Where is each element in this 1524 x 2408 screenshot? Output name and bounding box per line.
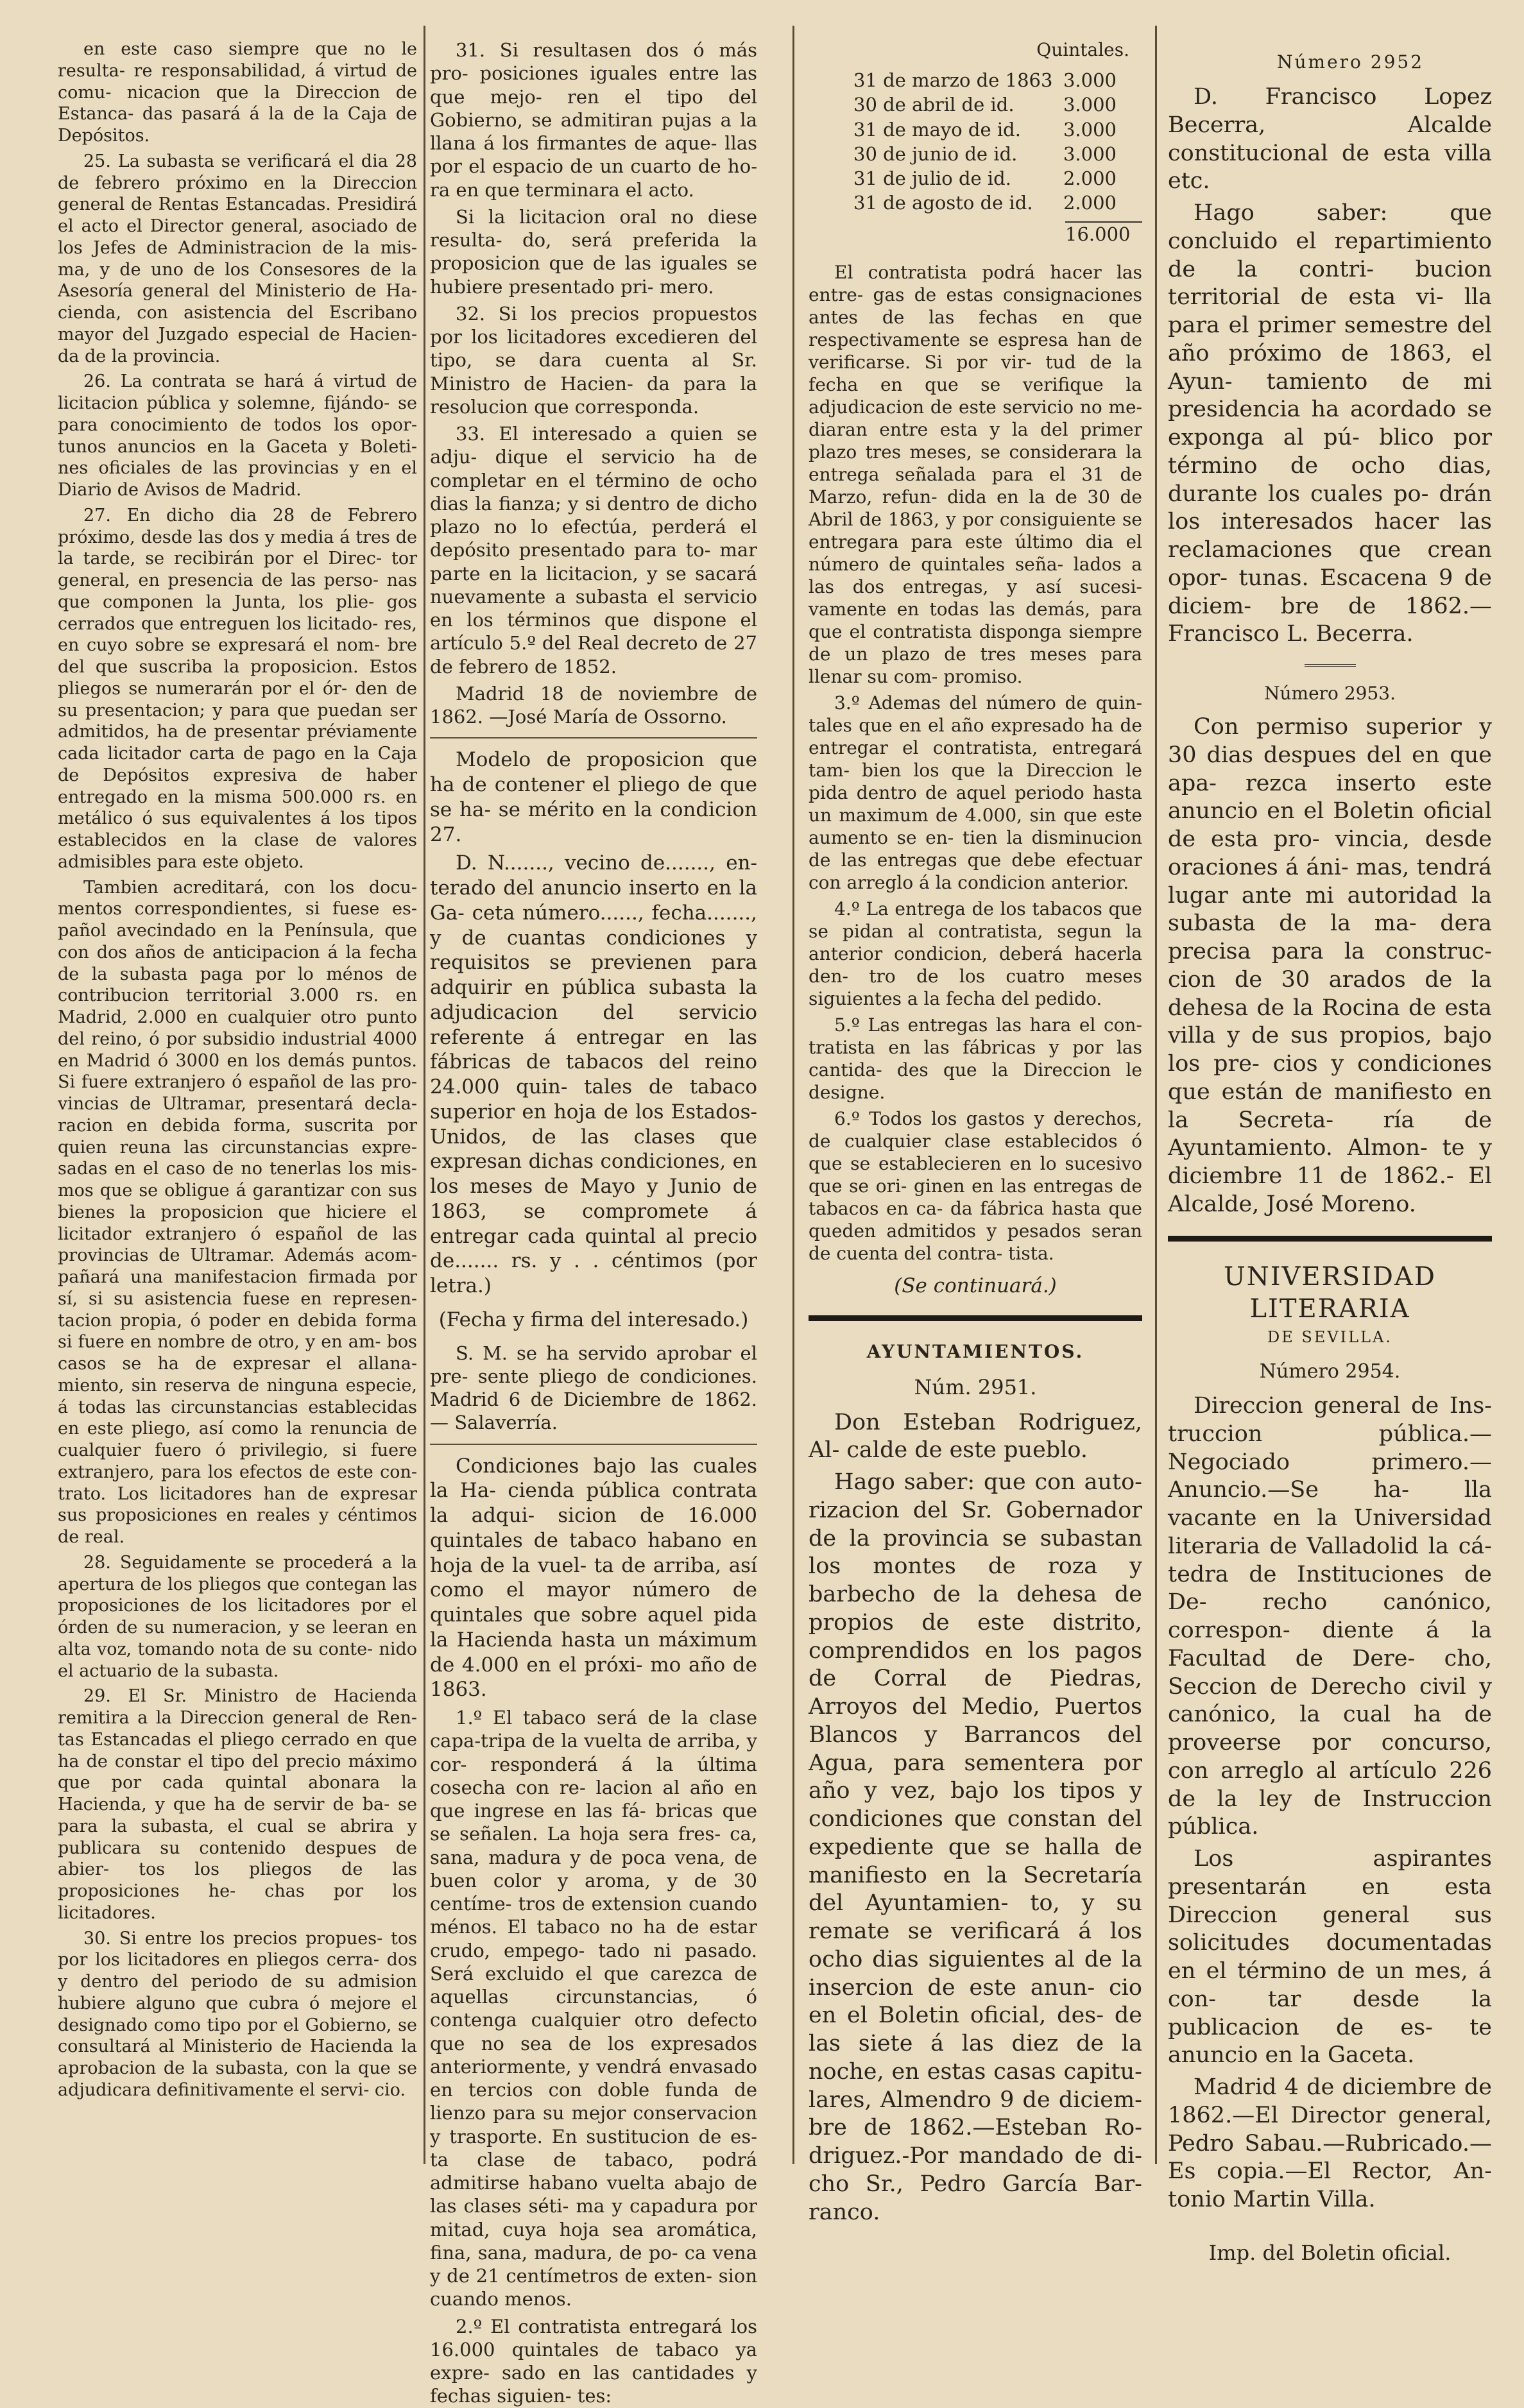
column-rule <box>424 26 425 2164</box>
paragraph: El contratista podrá hacer las entre- gas de estas consignaciones antes de las fechas en que respectivamente se espresa han de verificarse. Si por vir- tud de la fecha en que se verifique la adjudicacion de este servicio no me- diaran entre esta y la del primer plazo tres meses, se considerara la entrega señalada para el 31 de Marzo, refun- dida en la de 30 de Abril de 1863, y por consiguiente se entregara para este último dia el número de quintales seña- lados a las dos entregas, y así sucesi- vamente en todas las demás, para que el contratista disponga siempre de un plazo de tres meses para llenar su com- promiso. <box>809 261 1142 687</box>
table-row: 31 de agosto de id. 2.000 <box>853 192 1117 214</box>
section-heading: UNIVERSIDAD LITERARIA <box>1224 1261 1436 1324</box>
paragraph: 1.º El tabaco será de la clase capa-tripa de la vuelta de arriba, y cor- responderá á la última cosecha con re- lacion al año en que ingrese en las fá- bricas que se señalen. La hoja sera fres- ca, sana, madura y de poca vena, de buen color y aroma, y de 30 centíme- tros de extension cuando ménos. El tabaco no ha de estar crudo, empego- tado ni pasado. Será excluido el que carezca de aquellas circunstancias, ó contenga cualquier otro defecto que no sea de los expresados anteriormente, y vendrá envasado en tercios con doble funda de lienzo para su mejor conservacion y trasporte. En sustitucion de es- ta clase de tabaco, podrá admitirse habano vuelta abajo de las clases séti- ma y capadura por mitad, cuya hoja sea aromática, fina, sana, madura, de po- ca vena y de 21 centímetros de exten- sion cuando menos. <box>430 1707 757 2310</box>
divider <box>1305 664 1356 667</box>
paragraph: en este caso siempre que no le resulta- re responsabilidad, á virtud de comu- nicacion que la Direccion de Estanca- das pasará á la de la Caja de Depósitos. <box>58 39 417 146</box>
divider <box>430 737 757 739</box>
table-header: Quintales. <box>1036 39 1129 60</box>
paragraph: 2.º El contratista entregará los 16.000 quintales de tabaco ya expre- sado en las cantidades y fechas siguien- tes: <box>430 2315 757 2407</box>
paragraph: 26. La contrata se hará á virtud de licitacion pública y solemne, fijándo- se para conocimiento de todos los opor- tunos anuncios en la Gaceta y Boleti- nes oficiales de las provincias y en el Diario de Avisos de Madrid. <box>58 371 417 500</box>
paragraph: Tambien acreditará, con los docu- mentos correspondientes, si fuese es- pañol avecindado en la Península, que con dos años de anticipacion á la fecha de la subasta paga por lo ménos de contribucion territorial 3.000 rs. en Madrid, 2.000 en cualquier otro punto del reino, ó por subsidio industrial 4000 en Madrid ó 3000 en los demás puntos. Si fuere extranjero ó español de las pro- vincias de Ultramar, presentará decla- racion en debida forma, suscrita por quien reuna las circunstancias expre- sadas en el caso de no tenerlas los mis- mos que se obligue á garantizar con sus bienes la proposicion que hiciere el licitador extranjero ó español de las provincias de Ultramar. Además acom- pañará una manifestacion firmada por sí, si su asistencia fuese en represen- tacion propia, ó poder en debida forma si fuere en nombre de otro, y en am- bos casos se ha de expresar el allana- miento, sin reserva de ninguna especie, á todas las circunstancias establecidas en este pliego, así como la renuncia de cualquier fuero ó privilegio, si fuere extranjero, para los efectos de este con- trato. Los licitadores han de expresar sus proposiciones en reales y céntimos de real. <box>58 877 417 1547</box>
notice-number: Núm. 2951. <box>914 1374 1037 1399</box>
modelo-body: D. N......., vecino de......., en- terado del anuncio inserto en la Ga- ceta número......, fecha......., y de cuantas condiciones y requisitos se previenen para adquirir en pública subasta la adjudicacion del servicio referente á entregar en las fábricas de tabacos del reino 24.000 quin- tales de tabaco superior en hoja de los Estados-Unidos, de las clases que expresan dichas condiciones, en los meses de Mayo y Junio de 1863, se compromete á entregar cada quintal al precio de....... rs. y . . céntimos (por letra.) <box>430 851 757 1297</box>
notice-body: Con permiso superior y 30 dias despues del en que apa- rezca inserto este anuncio en el Boletin oficial de esta pro- vincia, desde oraciones á áni- mas, tendrá lugar ante mi autoridad la subasta de la ma- dera precisa para la construc- cion de 30 arados de la dehesa de la Rocina de esta villa y de sus propios, bajo los pre- cios y condiciones que están de manifiesto en la Secreta- ría de Ayuntamiento. Almon- te y diciembre 11 de 1862.- El Alcalde, José Moreno. <box>1168 714 1492 1217</box>
continued-note: (Se continuará.) <box>894 1274 1057 1297</box>
paragraph: 33. El interesado a quien se adju- dique el servicio ha de completar en el término de ocho dias la fianza; y si dentro de dicho plazo no lo efectúa, perderá el depósito presentado para to- mar parte en la licitacion, y se sacará nuevamente a subasta el servicio en los términos que dispone el artículo 5.º del Real decreto de 27 de febrero de 1852. <box>430 423 757 678</box>
column-2 <box>430 38 757 2407</box>
paragraph: 6.º Todos los gastos y derechos, de cualquier clase establecidos ó que se establecieren en lo sucesivo que se ori- ginen en las entregas de tabacos en ca- da fábrica hasta que queden admitidos y pesados seran de cuenta del contra- tista. <box>809 1107 1142 1264</box>
table-row: 31 de julio de id. 2.000 <box>853 167 1117 189</box>
table-row: 31 de marzo de 1863 3.000 <box>853 69 1117 91</box>
paragraph: 29. El Sr. Ministro de Hacienda remitira a la Direccion general de Ren- tas Estancadas el pliego cerrado en que ha de constar el tipo del precio máximo que por cada quintal abonara la Hacienda, y que ha de servir de ba- se para la subasta, el cual se abrira y publicara su contenido despues de abier- tos los pliegos de las proposiciones he- chas por los licitadores. <box>58 1686 417 1923</box>
column-1 <box>58 38 417 2164</box>
paragraph: 30. Si entre los precios propues- tos por los licitadores en pliegos cerra- dos y dentro del periodo de su admision hubiere alguno que cubra ó mejore el designado como tipo por el Gobierno, se consultará al Ministerio de Hacienda la aprobacion de la subasta, con la que se adjudicara definitivamente el servi- cio. <box>58 1928 417 2100</box>
paragraph: 3.º Ademas del número de quin- tales que en el año expresado ha de entregar el contratista, entregará tam- bien los que la Direccion le pida dentro de aquel periodo hasta un maximum de 4.000, sin que este aumento se en- tien la disminucion de las entregas que debe efectuar con arreglo á la condicion anterior. <box>809 692 1142 893</box>
table-total: 16.000 <box>1065 221 1142 246</box>
paragraph: Si la licitacion oral no diese resulta- do, será preferida la proposicion que de las iguales se hubiere presentado pri- mero. <box>430 205 757 298</box>
column-3 <box>809 38 1142 2225</box>
delivery-table <box>809 69 1142 215</box>
paragraph: 28. Seguidamente se procederá a la apertura de los pliegos que contegan las proposiciones de los licitadores por el órden de su numeracion, y se leeran en alta voz, tomando nota de su conte- nido el actuario de la subasta. <box>58 1552 417 1681</box>
modelo-signature: (Fecha y firma del interesado.) <box>438 1308 749 1331</box>
column-4 <box>1168 38 1492 2265</box>
approval-note: S. M. se ha servido aprobar el pre- sente pliego de condiciones. Madrid 6 de Diciembre de 1862. — Salaverría. <box>430 1342 757 1434</box>
paragraph: 4.º La entrega de los tabacos que se pidan al contratista, segun la anterior condicion, deberá hacerla den- tro de los cuatro meses siguientes a la fecha del pedido. <box>809 898 1142 1009</box>
column-rule <box>792 26 794 2164</box>
section-rule <box>1168 1236 1492 1242</box>
paragraph: 5.º Las entregas las hara el con- tratista en las fábricas y por las cantida- des que la Direccion le designe. <box>809 1014 1142 1103</box>
paragraph: 32. Si los precios propuestos por los licitadores excedieren del tipo, se dara cuenta al Sr. Ministro de Hacien- da para la resolucion que corresponda. <box>430 302 757 418</box>
notice-body: Madrid 4 de diciembre de 1862.—El Director general, Pedro Sabau.—Rubricado.— Es copia.—El Rector, An- tonio Martin Villa. <box>1168 2074 1492 2212</box>
section-rule <box>809 1315 1142 1321</box>
printer-imprint: Imp. del Boletin oficial. <box>1208 2240 1451 2265</box>
modelo-title: Modelo de proposicion que ha de contener el pliego de que se ha- se mérito en la condicion 27. <box>430 748 757 846</box>
conditions-title: Condiciones bajo las cuales la Ha- cienda pública contrata la adqui- sicion de 16.000 quintales de tabaco habano en hoja de la vuel- ta de arriba, así como el mayor número de quintales que sobre aquel pida la Hacienda hasta un máximum de 4.000 en el próxi- mo año de 1863. <box>430 1454 757 1702</box>
notice-body: Direccion general de Ins- truccion pública.—Negociado primero.—Anuncio.—Se ha- lla vacante en la Universidad literaria de Valladolid la cá- tedra de Instituciones de De- recho canónico, correspon- diente á la Facultad de Dere- cho, Seccion de Derecho civil y canónico, la cual ha de proveerse por concurso, con arreglo al artículo 226 de la ley de Instruccion pública. <box>1168 1393 1492 1840</box>
notice-body: Los aspirantes presentarán en esta Direccion general sus solicitudes documentadas en el término de un mes, á con- tar desde la publicacion de es- te anuncio en la Gaceta. <box>1168 1846 1492 2069</box>
signature: Madrid 18 de noviembre de 1862. —José María de Ossorno. <box>430 682 757 728</box>
notice-number: Número 2953. <box>1264 683 1396 704</box>
page-number: Número 2952 <box>1277 51 1425 73</box>
paragraph: 31. Si resultasen dos ó más pro- posiciones iguales entre las que mejo- ren el tipo del Gobierno, se admitiran pujas a la llana á los firmantes de aque- llas por el espacio de un cuarto de ho- ra en que terminara el acto. <box>430 39 757 201</box>
table-row: 30 de junio de id. 3.000 <box>853 142 1117 165</box>
column-rule <box>1155 26 1157 2164</box>
divider <box>430 1444 757 1445</box>
notice-official: D. Francisco Lopez Becerra, Alcalde constitucional de esta villa etc. <box>1168 84 1492 194</box>
table-row: 30 de abril de id. 3.000 <box>853 94 1117 116</box>
paragraph: 25. La subasta se verificará el dia 28 de febrero próximo en la Direccion general de Rentas Estancadas. Presidirá el acto el Director general, asociado de los Jefes de Administracion de la mis- ma, y de uno de los Consesores de la Asesoría general del Ministerio de Ha- cienda, con asistencia del Escribano mayor del Juzgado especial de Hacien- da de la provincia. <box>58 151 417 366</box>
table-row: 31 de mayo de id. 3.000 <box>853 118 1117 141</box>
section-subheading: DE SEVILLA. <box>1267 1328 1392 1346</box>
notice-official: Don Esteban Rodriguez, Al- calde de este pueblo. <box>809 1409 1142 1464</box>
notice-body: Hago saber: que concluido el repartimiento de la contri- bucion territorial de esta vi- lla para el primer semestre del año próximo de 1863, el Ayun- tamiento de mi presidencia ha acordado se exponga al pú- blico por término de ocho dias, durante los cuales po- drán los interesados hacer las reclamaciones que crean opor- tunas. Escacena 9 de diciem- bre de 1862.—Francisco L. Becerra. <box>1168 200 1492 647</box>
paragraph: 27. En dicho dia 28 de Febrero próximo, desde las dos y media á tres de la tarde, se recibirán por el Direc- tor general, en presencia de las perso- nas que componen la Junta, los plie- gos cerrados que entreguen los licitado- res, en cuyo sobre se expresará el nom- bre del que suscriba la proposicion. Estos pliegos se numerarán por el ór- den de su presentacion; y para que puedan ser admitidos, ha de presentar préviamente cada licitador carta de pago en la Caja de Depósitos expresiva de haber entregado en la misma 500.000 rs. en metálico ó sus equivalentes á los tipos establecidos en la clase de valores admisibles para este objeto. <box>58 505 417 872</box>
section-heading: AYUNTAMIENTOS. <box>866 1340 1084 1362</box>
notice-number: Número 2954. <box>1259 1360 1401 1383</box>
notice-body: Hago saber: que con auto- rizacion del Sr. Gobernador de la provincia se subastan los montes de roza y barbecho de la dehesa de propios de este distrito, comprendidos en los pagos de Corral de Piedras, Arroyos del Medio, Puertos Blancos y Barrancos del Agua, para sementera por año y vez, bajo los tipos y condiciones que constan del expediente que se halla de manifiesto en la Secretaría del Ayuntamien- to, y su remate se verificará á los ocho dias siguientes al de la insercion de este anun- cio en el Boletin oficial, des- de las siete á las diez de la noche, en estas casas capitu- lares, Almendro 9 de diciem- bre de 1862.—Esteban Ro- driguez.-Por mandado de di- cho Sr., Pedro García Bar- ranco. <box>809 1469 1142 2225</box>
